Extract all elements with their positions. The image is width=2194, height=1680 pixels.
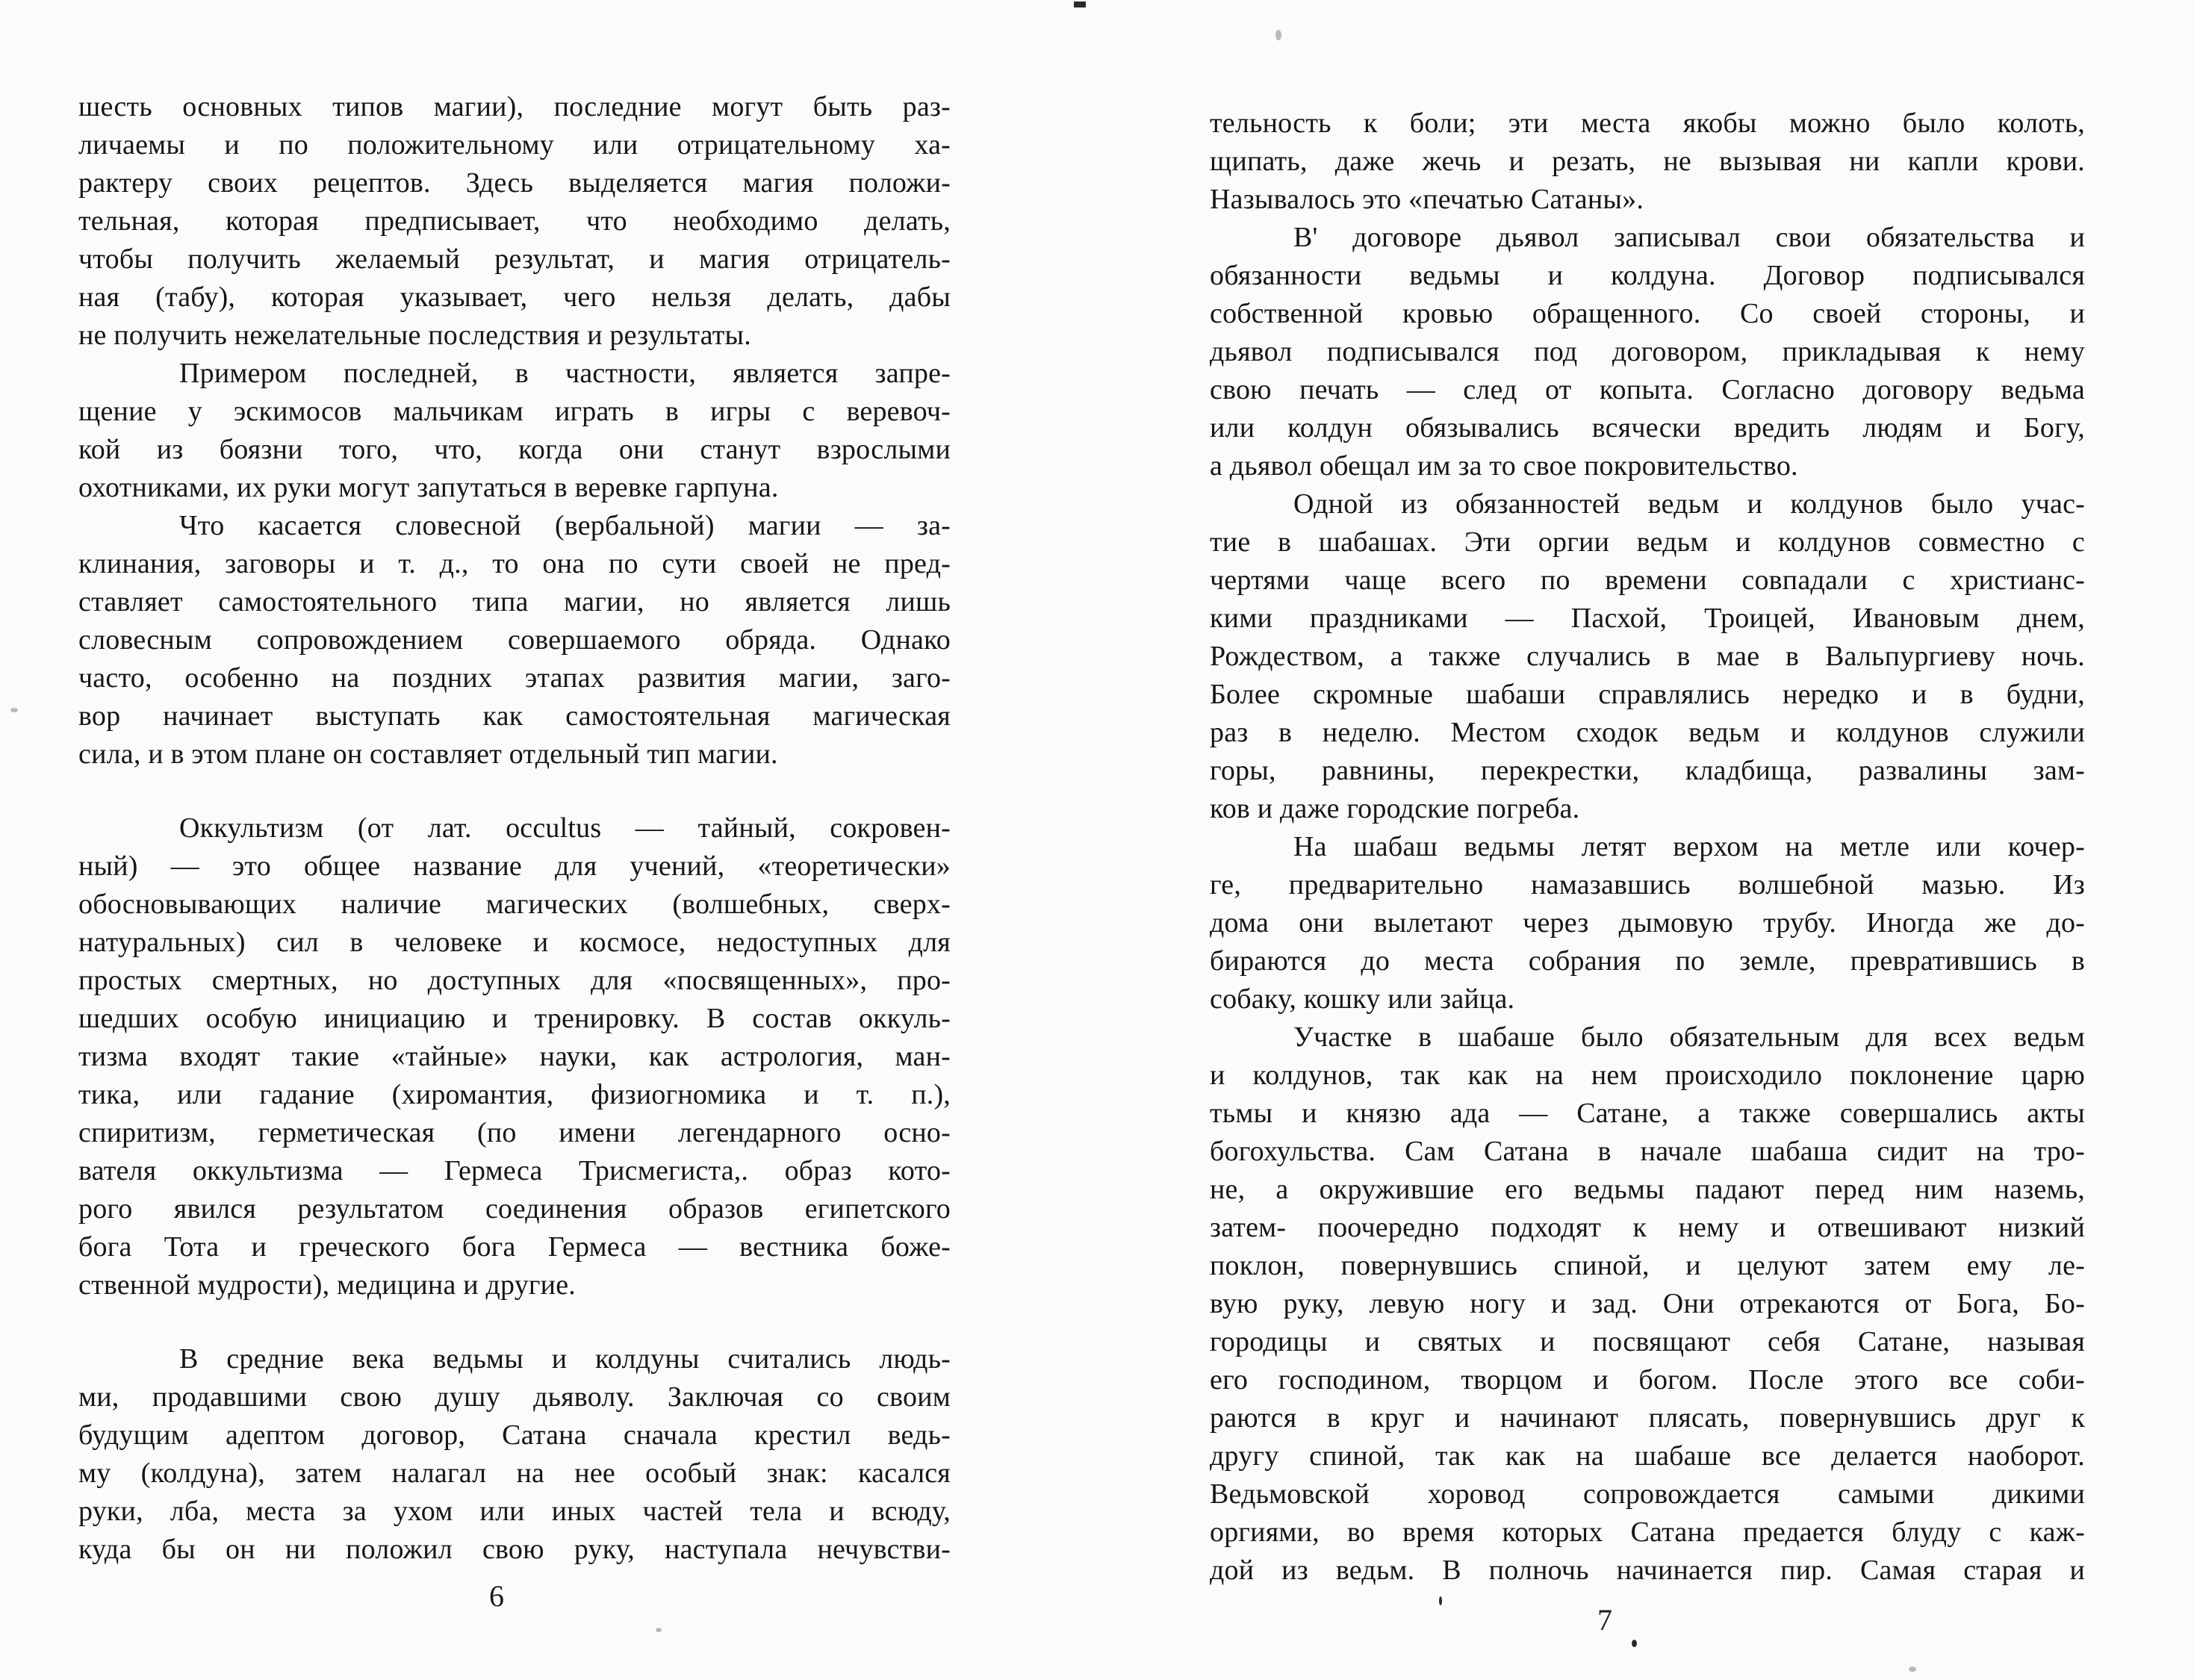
- text-line: собаку, кошку или зайца.: [1210, 983, 1515, 1015]
- text-line: натуральных) сил в человеке и космосе, недоступных для: [78, 927, 951, 958]
- text-line: Что касается словесной (вербальной) магии — за-: [179, 510, 951, 541]
- text-line: ный) — это общее название для учений, «теоретически»: [78, 850, 951, 882]
- text-line: тельная, которая предписывает, что необходимо делать,: [78, 205, 951, 237]
- text-line: Называлось это «печатью Сатаны».: [1210, 184, 1644, 215]
- text-line: тизма входят такие «тайные» науки, как астрология, ман-: [78, 1041, 951, 1072]
- text-line: дома они вылетают через дымовую трубу. Иногда же до-: [1210, 907, 2085, 939]
- text-line: вателя оккультизма — Гермеса Трисмегиста,. образ кото-: [78, 1155, 951, 1186]
- text-line: ставляет самостоятельного типа магии, но является лишь: [78, 586, 951, 617]
- text-line: куда бы он ни положил свою руку, наступала нечувстви-: [78, 1534, 951, 1565]
- scan-artifact: [656, 1628, 662, 1632]
- text-line: и колдунов, так как на нем происходило поклонение царю: [1210, 1060, 2085, 1091]
- text-line: часто, особенно на поздних этапах развития магии, заго-: [78, 662, 951, 694]
- text-line: вую руку, левую ногу и зад. Они отрекаются от Бога, Бо-: [1210, 1288, 2085, 1319]
- text-line: или колдун обязывались всячески вредить людям и Богу,: [1210, 412, 2085, 444]
- text-line: другу спиной, так как на шабаше все делается наоборот.: [1210, 1440, 2085, 1472]
- text-line: собственной кровью обращенного. Со своей стороны, и: [1210, 298, 2085, 329]
- text-line: кими праздниками — Пасхой, Троицей, Ивановым днем,: [1210, 603, 2085, 634]
- text-line: ная (табу), которая указывает, чего нельзя делать, дабы: [78, 281, 951, 313]
- text-line: руки, лба, места за ухом или иных частей тела и всюду,: [78, 1496, 951, 1527]
- page-right-text-column: [1210, 105, 2085, 1590]
- text-line: обосновывающих наличие магических (волшебных, сверх-: [78, 889, 951, 920]
- text-line: не получить нежелательные последствия и результаты.: [78, 320, 751, 351]
- text-line: кой из боязни того, что, когда они станут взрослыми: [78, 434, 951, 465]
- text-line: ков и даже городские погреба.: [1210, 793, 1580, 824]
- paragraph: [1210, 485, 2085, 828]
- text-line: горы, равнины, перекрестки, кладбища, развалины зам-: [1210, 755, 2085, 786]
- text-line: будущим адептом договор, Сатана сначала крестил ведь-: [78, 1419, 951, 1451]
- text-line: Примером последней, в частности, является запре-: [179, 358, 951, 389]
- paragraph: [78, 809, 951, 1304]
- text-line: не, а окружившие его ведьмы падают перед ним наземь,: [1210, 1174, 2085, 1205]
- text-line: вор начинает выступать как самостоятельная магическая: [78, 700, 951, 732]
- text-line: обязанности ведьмы и колдуна. Договор подписывался: [1210, 260, 2085, 291]
- text-line: словесным сопровождением совершаемого обряда. Однако: [78, 624, 951, 656]
- text-line: щипать, даже жечь и резать, не вызывая ни капли крови.: [1210, 146, 2085, 177]
- scan-artifact: [10, 708, 18, 712]
- paragraph: [78, 1340, 951, 1569]
- paragraph: [1210, 1018, 2085, 1590]
- text-line: Участке в шабаше было обязательным для всех ведьм: [1293, 1021, 2085, 1053]
- text-line: свою печать — след от копыта. Согласно договору ведьма: [1210, 374, 2085, 405]
- text-line: тие в шабашах. Эти оргии ведьм и колдунов совместно с: [1210, 526, 2085, 558]
- text-line: шесть основных типов магии), последние могут быть раз-: [78, 91, 951, 122]
- text-line: бираются до места собрания по земле, превратившись в: [1210, 945, 2085, 977]
- text-line: шедших особую инициацию и тренировку. В состав оккуль-: [78, 1003, 951, 1034]
- paragraph: [1210, 828, 2085, 1018]
- paragraph: [1210, 105, 2085, 219]
- text-line: ственной мудрости), медицина и другие.: [78, 1269, 576, 1301]
- page-number-left: 6: [489, 1579, 504, 1613]
- text-line: Ведьмовской хоровод сопровождается самыми дикими: [1210, 1478, 2085, 1510]
- text-line: рого явился результатом соединения образов египетского: [78, 1193, 951, 1225]
- text-line: дьявол подписывался под договором, прикладывая к нему: [1210, 336, 2085, 367]
- text-line: тьмы и князю ада — Сатане, а также совершались акты: [1210, 1098, 2085, 1129]
- text-line: а дьявол обещал им за то свое покровительство.: [1210, 450, 1798, 482]
- text-line: сила, и в этом плане он составляет отдельный тип магии.: [78, 738, 778, 770]
- text-line: На шабаш ведьмы летят верхом на метле или кочер-: [1293, 831, 2085, 862]
- text-line: ми, продавшими свою душу дьяволу. Заключая со своим: [78, 1381, 951, 1413]
- text-line: поклон, повернувшись спиной, и целуют затем ему ле-: [1210, 1250, 2085, 1281]
- text-line: В средние века ведьмы и колдуны считались людь-: [179, 1343, 951, 1375]
- paragraph: [78, 88, 951, 355]
- text-line: Оккультизм (от лат. occultus — тайный, сокровен-: [179, 812, 951, 844]
- text-line: Одной из обязанностей ведьм и колдунов было учас-: [1293, 488, 2085, 520]
- text-line: затем- поочередно подходят к нему и отвешивают низкий: [1210, 1212, 2085, 1243]
- text-line: ге, предварительно намазавшись волшебной мазью. Из: [1210, 869, 2085, 900]
- paragraph: [78, 355, 951, 507]
- paragraph: [1210, 219, 2085, 485]
- text-line: бога Тота и греческого бога Гермеса — вестника боже-: [78, 1231, 951, 1263]
- scan-artifact: [1439, 1596, 1442, 1605]
- text-line: оргиями, во время которых Сатана предается блуду с каж-: [1210, 1516, 2085, 1548]
- text-line: клинания, заговоры и т. д., то она по сути своей не пред-: [78, 548, 951, 579]
- text-line: простых смертных, но доступных для «посвященных», про-: [78, 965, 951, 996]
- text-line: богохульства. Сам Сатана в начале шабаша сидит на тро-: [1210, 1136, 2085, 1167]
- text-line: тельность к боли; эти места якобы можно было колоть,: [1210, 108, 2085, 139]
- page-number-right: 7: [1597, 1603, 1612, 1637]
- text-line: городицы и святых и посвящают себя Сатане, называя: [1210, 1326, 2085, 1357]
- page-right: [1097, 0, 2194, 1680]
- text-line: му (колдуна), затем налагал на нее особый знак: касался: [78, 1457, 951, 1489]
- text-line: тика, или гадание (хиромантия, физиогномика и т. п.),: [78, 1079, 951, 1110]
- scan-artifact: [1074, 1, 1086, 7]
- text-line: дой из ведьм. В полночь начинается пир. Самая старая и: [1210, 1555, 2085, 1586]
- text-line: щение у эскимосов мальчикам играть в игры с веревоч-: [78, 396, 951, 427]
- text-line: его господином, творцом и богом. После этого все соби-: [1210, 1364, 2085, 1396]
- text-line: Более скромные шабаши справлялись нередко и в будни,: [1210, 679, 2085, 710]
- page-left-text-column: [78, 88, 951, 1569]
- text-line: В' договоре дьявол записывал свои обязательства и: [1293, 222, 2085, 253]
- text-line: чертями чаще всего по времени совпадали с христианс-: [1210, 564, 2085, 596]
- text-line: рактеру своих рецептов. Здесь выделяется магия положи-: [78, 167, 951, 199]
- scan-artifact: [1632, 1640, 1637, 1647]
- scan-artifact: [1275, 30, 1281, 40]
- text-line: раз в неделю. Местом сходок ведьм и колдунов служили: [1210, 717, 2085, 748]
- scan-artifact: [1909, 1667, 1916, 1672]
- text-line: раются в круг и начинают плясать, повернувшись друг к: [1210, 1402, 2085, 1434]
- text-line: Рождеством, а также случались в мае в Вальпургиеву ночь.: [1210, 641, 2085, 672]
- paragraph: [78, 507, 951, 774]
- text-line: личаемы и по положительному или отрицательному ха-: [78, 129, 951, 161]
- text-line: спиритизм, герметическая (по имени легендарного осно-: [78, 1117, 951, 1148]
- text-line: охотниками, их руки могут запутаться в веревке гарпуна.: [78, 472, 779, 503]
- text-line: чтобы получить желаемый результат, и магия отрицатель-: [78, 243, 951, 275]
